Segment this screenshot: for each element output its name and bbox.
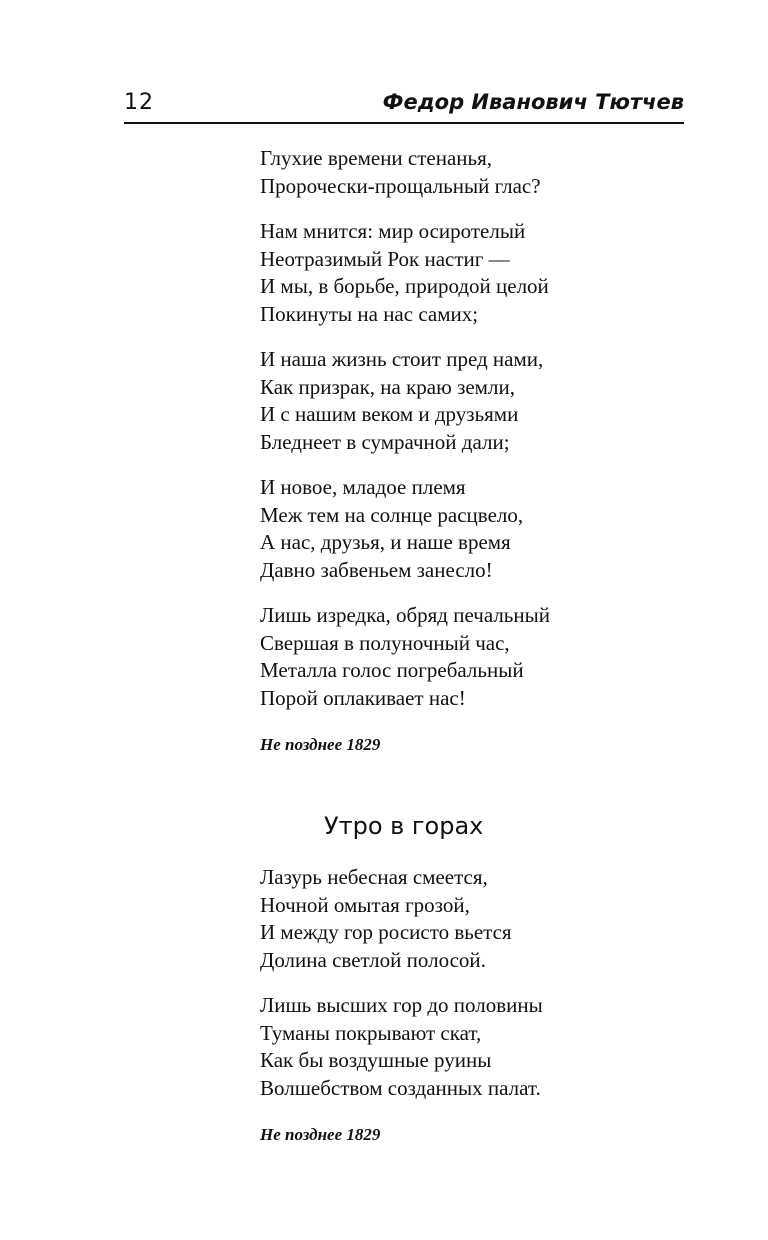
verse-line: Лишь изредка, обряд печальный xyxy=(260,603,550,627)
running-head-author: Федор Иванович Тютчев xyxy=(382,90,684,114)
page-body xyxy=(260,145,690,1146)
poem-date: Не позднее 1829 xyxy=(260,1125,381,1144)
verse-line: Бледнеет в сумрачной дали; xyxy=(260,429,510,454)
verse-line: Долина светлой полосой. xyxy=(260,947,486,972)
verse-line: Металла голос погребальный xyxy=(260,658,524,682)
poem-1 xyxy=(260,145,690,756)
verse-line: И наша жизнь стоит пред нами, xyxy=(260,347,544,371)
verse-line: И между гор росисто вьется xyxy=(260,920,512,944)
stanza xyxy=(260,346,690,456)
poem-title: Утро в горах xyxy=(324,812,484,840)
verse-line: Ночной омытая грозой, xyxy=(260,892,470,917)
verse-line: Глухие времени стенанья, xyxy=(260,146,493,170)
verse-line: Волшебством созданных палат. xyxy=(260,1075,541,1100)
poem-date: Не позднее 1829 xyxy=(260,735,381,754)
stanza xyxy=(260,602,690,712)
verse-line: Покинуты на нас самих; xyxy=(260,301,479,326)
verse-line: И с нашим веком и друзьями xyxy=(260,402,519,426)
stanza xyxy=(260,218,690,328)
verse-line: И новое, младое племя xyxy=(260,475,466,499)
page-header xyxy=(124,88,684,124)
verse-line: Лазурь небесная смеется, xyxy=(260,865,488,889)
verse-line: Туманы покрывают скат, xyxy=(260,1020,482,1045)
verse-line: Лишь высших гор до половины xyxy=(260,993,543,1017)
verse-line: А нас, друзья, и наше время xyxy=(260,530,511,554)
verse-line: Свершая в полуночный час, xyxy=(260,630,510,655)
page-number: 12 xyxy=(124,90,154,115)
verse-line: Порой оплакивает нас! xyxy=(260,685,466,710)
verse-line: Как бы воздушные руины xyxy=(260,1048,492,1072)
stanza xyxy=(260,474,690,584)
verse-line: Пророчески-прощальный глас? xyxy=(260,173,541,198)
verse-line: Как призрак, на краю земли, xyxy=(260,374,515,399)
stanza xyxy=(260,145,690,200)
poem-2 xyxy=(260,810,690,1146)
stanza xyxy=(260,992,690,1102)
verse-line: Меж тем на солнце расцвело, xyxy=(260,502,524,527)
verse-line: Давно забвеньем занесло! xyxy=(260,557,493,582)
verse-line: И мы, в борьбе, природой целой xyxy=(260,274,549,298)
stanza xyxy=(260,864,690,974)
verse-line: Неотразимый Рок настиг — xyxy=(260,246,510,271)
verse-line: Нам мнится: мир осиротелый xyxy=(260,219,526,243)
